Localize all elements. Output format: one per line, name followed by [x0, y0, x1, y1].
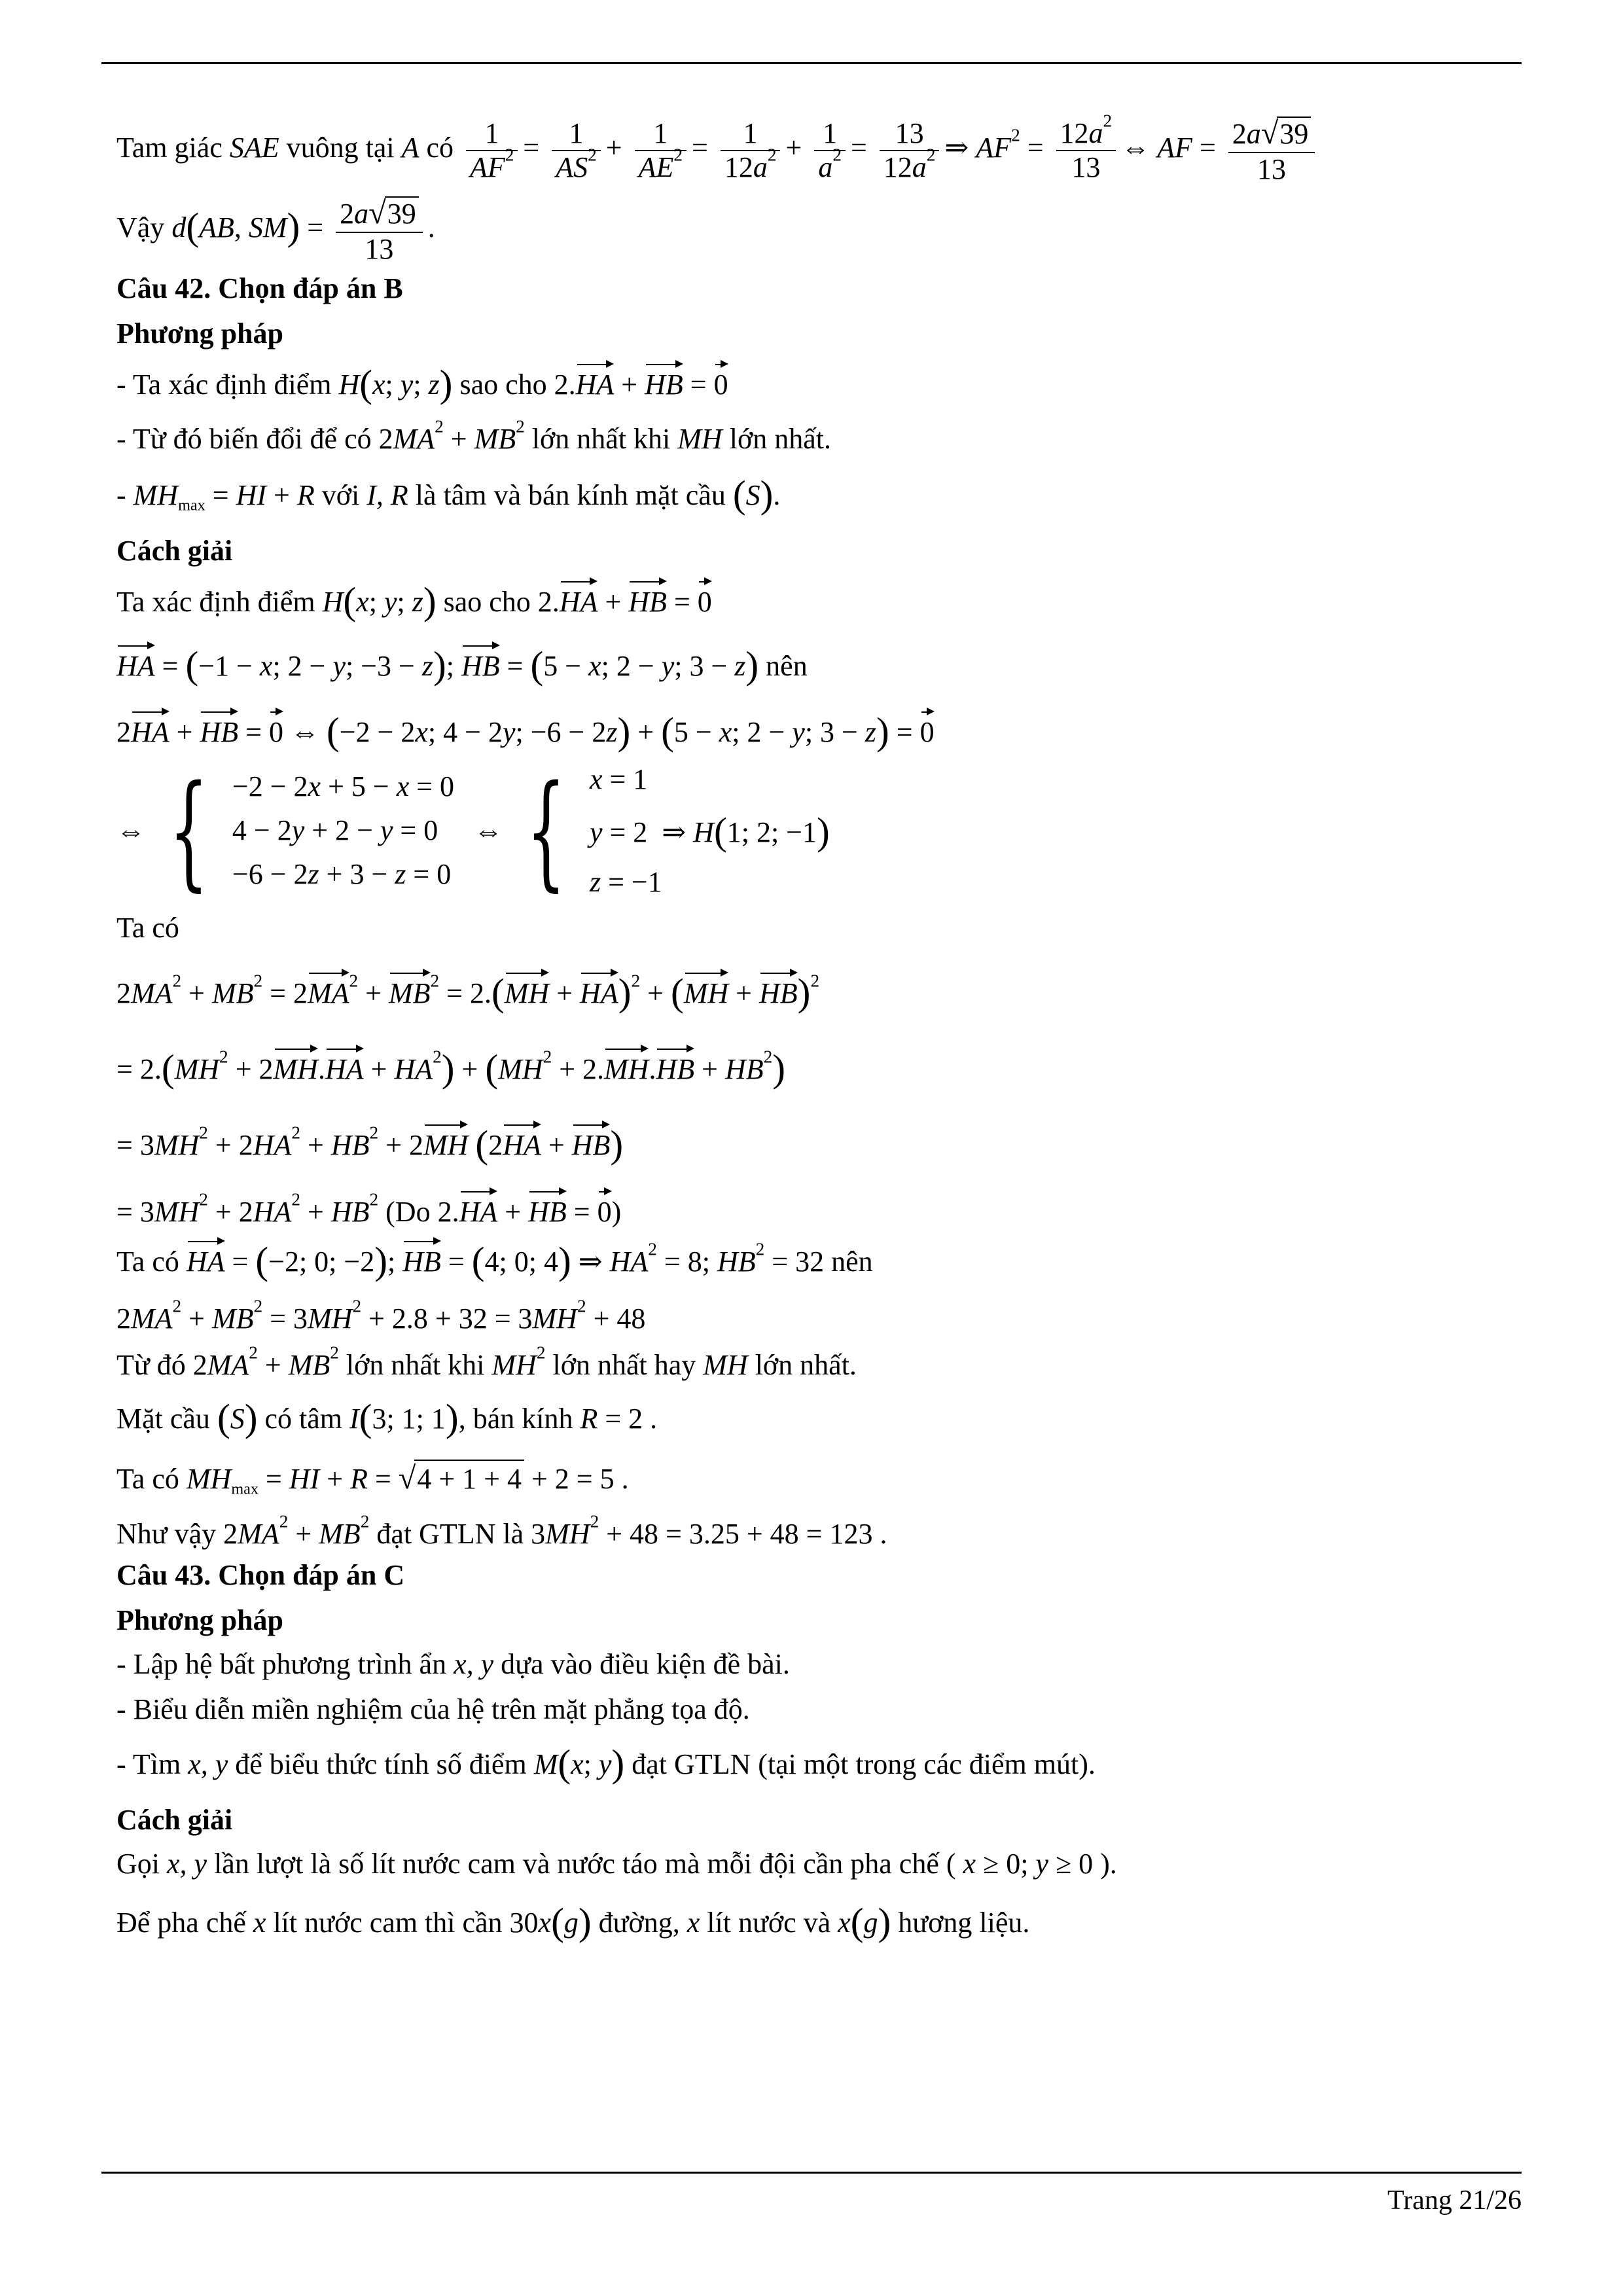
formula: $\frac{2a√39}{13}$: [336, 195, 423, 266]
text: Từ đó: [116, 1348, 186, 1381]
formula: $\frac{1}{AE^2}$: [635, 117, 687, 185]
text: ).: [1100, 1847, 1117, 1880]
text: x: [687, 1906, 700, 1939]
q42-ta-co: Ta có: [116, 911, 179, 944]
page-content: [116, 111, 1517, 1946]
text: lớn nhất.: [755, 1348, 857, 1381]
formula: $\frac{1}{AF^2}$: [466, 117, 518, 185]
text: Để pha chế: [116, 1906, 246, 1939]
q43-heading: Câu 43. Chọn đáp án C: [116, 1558, 405, 1591]
text: đạt GTLN là: [376, 1517, 524, 1550]
text: SAE: [229, 132, 279, 164]
text: Ta xác định điểm: [116, 586, 315, 618]
formula: $\frac{2a√39}{13}$: [1228, 115, 1315, 186]
text: Ta có: [116, 1245, 179, 1278]
q42-sol-6: = $3MH^2 + 2HA^2 + HB^2 + 2MH$ (2HA + HB): [116, 1122, 624, 1166]
header-rule: [101, 62, 1522, 64]
text: x: [253, 1906, 266, 1939]
q42-sol-12: Ta có $MH_{max}$ = HI + R = √4 + 1 + 4 + 2 = 5 .: [116, 1461, 629, 1498]
page-number: Trang 21/26: [1387, 2185, 1522, 2215]
formula: $\frac{1}{AS^2}$: [552, 117, 601, 185]
q43-solution-heading: Cách giải: [116, 1803, 233, 1836]
formula: $\frac{12a^2}{13}$: [1056, 117, 1116, 185]
footer-rule: [101, 2172, 1522, 2174]
text: vuông tại: [286, 132, 395, 164]
text: x, y: [188, 1748, 228, 1780]
text: lớn nhất khi: [346, 1348, 485, 1381]
q42-sol-4: $2MA^2 + MB^2 = 2MA^2 + MB^2 = 2.(MH + HA)^2 + (MH + HB)^2$: [116, 970, 820, 1014]
text: - Lập hệ bất phương trình ẩn: [116, 1647, 447, 1680]
equation-system: ⇔ { −2 − 2x + 5 − x = 0 4 − 2y + 2 − y = 0 −6 − 2z + 3 − z = 0 ⇔ { x = 1 y = 2 ⇒ H(1; 2; −1) z = −1: [116, 758, 830, 903]
text: sao cho: [443, 586, 531, 618]
q43-sol-1: Gọi x, y lần lượt là số lít nước cam và nước táo mà mỗi đội cần pha chế ( x ≥ 0; y ≥ 0 ).: [116, 1847, 1117, 1880]
text: lớn nhất hay: [552, 1348, 696, 1381]
q42-sol-8: Ta có HA = (−2; 0; −2); HB = (4; 0; 4) ⇒ $HA^2 = 8$; $HB^2 = 32$ nên: [116, 1238, 873, 1282]
q42-sol-2: HA = (−1 − x; 2 − y; −3 − z); HB = (5 − x; 2 − y; 3 − z) nên: [116, 643, 808, 687]
q42-sol-11: Mặt cầu (S) có tâm I(3; 1; 1), bán kính R = 2 .: [116, 1395, 658, 1439]
text: để biểu thức tính số điểm: [235, 1748, 527, 1780]
text: đạt GTLN (tại một trong các điểm mút).: [632, 1748, 1096, 1780]
q42-solution-heading: Cách giải: [116, 535, 233, 567]
q43-sol-2: Để pha chế x lít nước cam thì cần 30x(g) đường, x lít nước và x(g) hương liệu.: [116, 1899, 1030, 1943]
q42-method-heading: Phương pháp: [116, 317, 283, 350]
text: MH: [677, 422, 722, 455]
text: Ta có: [116, 1463, 179, 1496]
q42-sol-7: = $3MH^2 + 2HA^2 + HB^2$ (Do 2.HA + HB = 0): [116, 1194, 1517, 1230]
q42-heading: Câu 42. Chọn đáp án B: [116, 272, 403, 304]
q42-sol-5: = $2.(MH^2 + 2MH.HA + HA^2) + (MH^2 + 2.MH.HB + HB^2)$: [116, 1047, 786, 1090]
text: - Ta xác định điểm: [116, 368, 332, 401]
text: đường,: [598, 1906, 680, 1939]
text: Như vậy: [116, 1517, 217, 1550]
text: Tam giác: [116, 132, 223, 164]
text: lần lượt là số lít nước cam và nước táo mà mỗi đội cần pha chế (: [214, 1847, 956, 1880]
text: lớn nhất khi: [531, 422, 671, 455]
text: Gọi: [116, 1847, 160, 1880]
q42-sol-1: Ta xác định điểm H(x; y; z) sao cho 2.HA + HB = 0: [116, 579, 712, 622]
text: có tâm: [264, 1402, 343, 1435]
q42-sol-9: $2MA^2 + MB^2 = 3MH^2 + 2.8 + 32 = 3MH^2 + 48$: [116, 1296, 646, 1335]
text: Vậy: [116, 211, 165, 244]
text: -: [116, 478, 126, 511]
text: dựa vào điều kiện đề bài.: [501, 1647, 790, 1680]
text: nên: [831, 1245, 873, 1278]
q42-method-2: - Từ đó biến đổi để có $2MA^2 + MB^2$ lớn nhất khi MH lớn nhất.: [116, 416, 831, 455]
text: có: [426, 132, 454, 164]
text: nên: [766, 650, 808, 683]
text: hương liệu.: [898, 1906, 1030, 1939]
text: MH: [703, 1348, 748, 1381]
text: là tâm và bán kính mặt cầu: [415, 478, 726, 511]
q42-sol-10: Từ đó $2MA^2 + MB^2$ lớn nhất khi $MH^2$ lớn nhất hay MH lớn nhất.: [116, 1342, 857, 1381]
text: sao cho: [459, 368, 547, 401]
formula: $\frac{1}{a^2}$: [814, 117, 846, 185]
text: - Từ đó biến đổi để có: [116, 422, 372, 455]
text: với: [321, 478, 360, 511]
text: Mặt cầu: [116, 1402, 210, 1435]
q42-sol-13: Như vậy $2MA^2 + MB^2$ đạt GTLN là $3MH^2 + 48 = 3.25 + 48 = 123$ .: [116, 1511, 887, 1550]
text: (Do: [385, 1195, 431, 1228]
q43-method-2: - Biểu diễn miền nghiệm của hệ trên mặt phẳng tọa độ.: [116, 1693, 750, 1725]
text: - Tìm: [116, 1748, 181, 1780]
q43-method-heading: Phương pháp: [116, 1604, 283, 1636]
text: lít nước và: [707, 1906, 831, 1939]
q43-method-1: [116, 1646, 1517, 1682]
text: , bán kính: [458, 1402, 573, 1435]
text: A: [401, 132, 419, 164]
text: x, y: [454, 1647, 494, 1680]
q42-method-3: - $MH_{max}$ = HI + R với I, R là tâm và bán kính mặt cầu (S).: [116, 472, 781, 516]
text: lớn nhất.: [729, 422, 831, 455]
sae-line: Tam giác SAE vuông tại A có $\frac{1}{AF^2}$ = $\frac{1}{AS^2}$ + $\frac{1}{AE^2}$ = $\frac{1}{12a^2}$ + $\frac{1}{a^2}$ = $\frac{13}{12a^2}$ ⇒ $AF^2$ = $\frac{12a^2}{13}$ ⇔ AF = $\frac{2a√39}{13}$: [116, 115, 1517, 186]
q42-method-1: - Ta xác định điểm H(x; y; z) sao cho 2.HA + HB = 0: [116, 361, 728, 405]
text: x, y: [167, 1847, 207, 1880]
text: lít nước cam thì cần: [273, 1906, 503, 1939]
formula: $\frac{1}{12a^2}$: [721, 117, 781, 185]
text: I, R: [366, 478, 408, 511]
formula: $\frac{13}{12a^2}$: [880, 117, 940, 185]
q43-method-3: - Tìm x, y để biểu thức tính số điểm M(x; y) đạt GTLN (tại một trong các điểm mút).: [116, 1741, 1096, 1785]
vay-line: Vậy d(AB, SM) = $\frac{2a√39}{13}$ .: [116, 196, 435, 265]
q42-sol-3: 2HA + HB = 0 ⇔ (−2 − 2x; 4 − 2y; −6 − 2z) + (5 − x; 2 − y; 3 − z) = 0: [116, 709, 935, 753]
